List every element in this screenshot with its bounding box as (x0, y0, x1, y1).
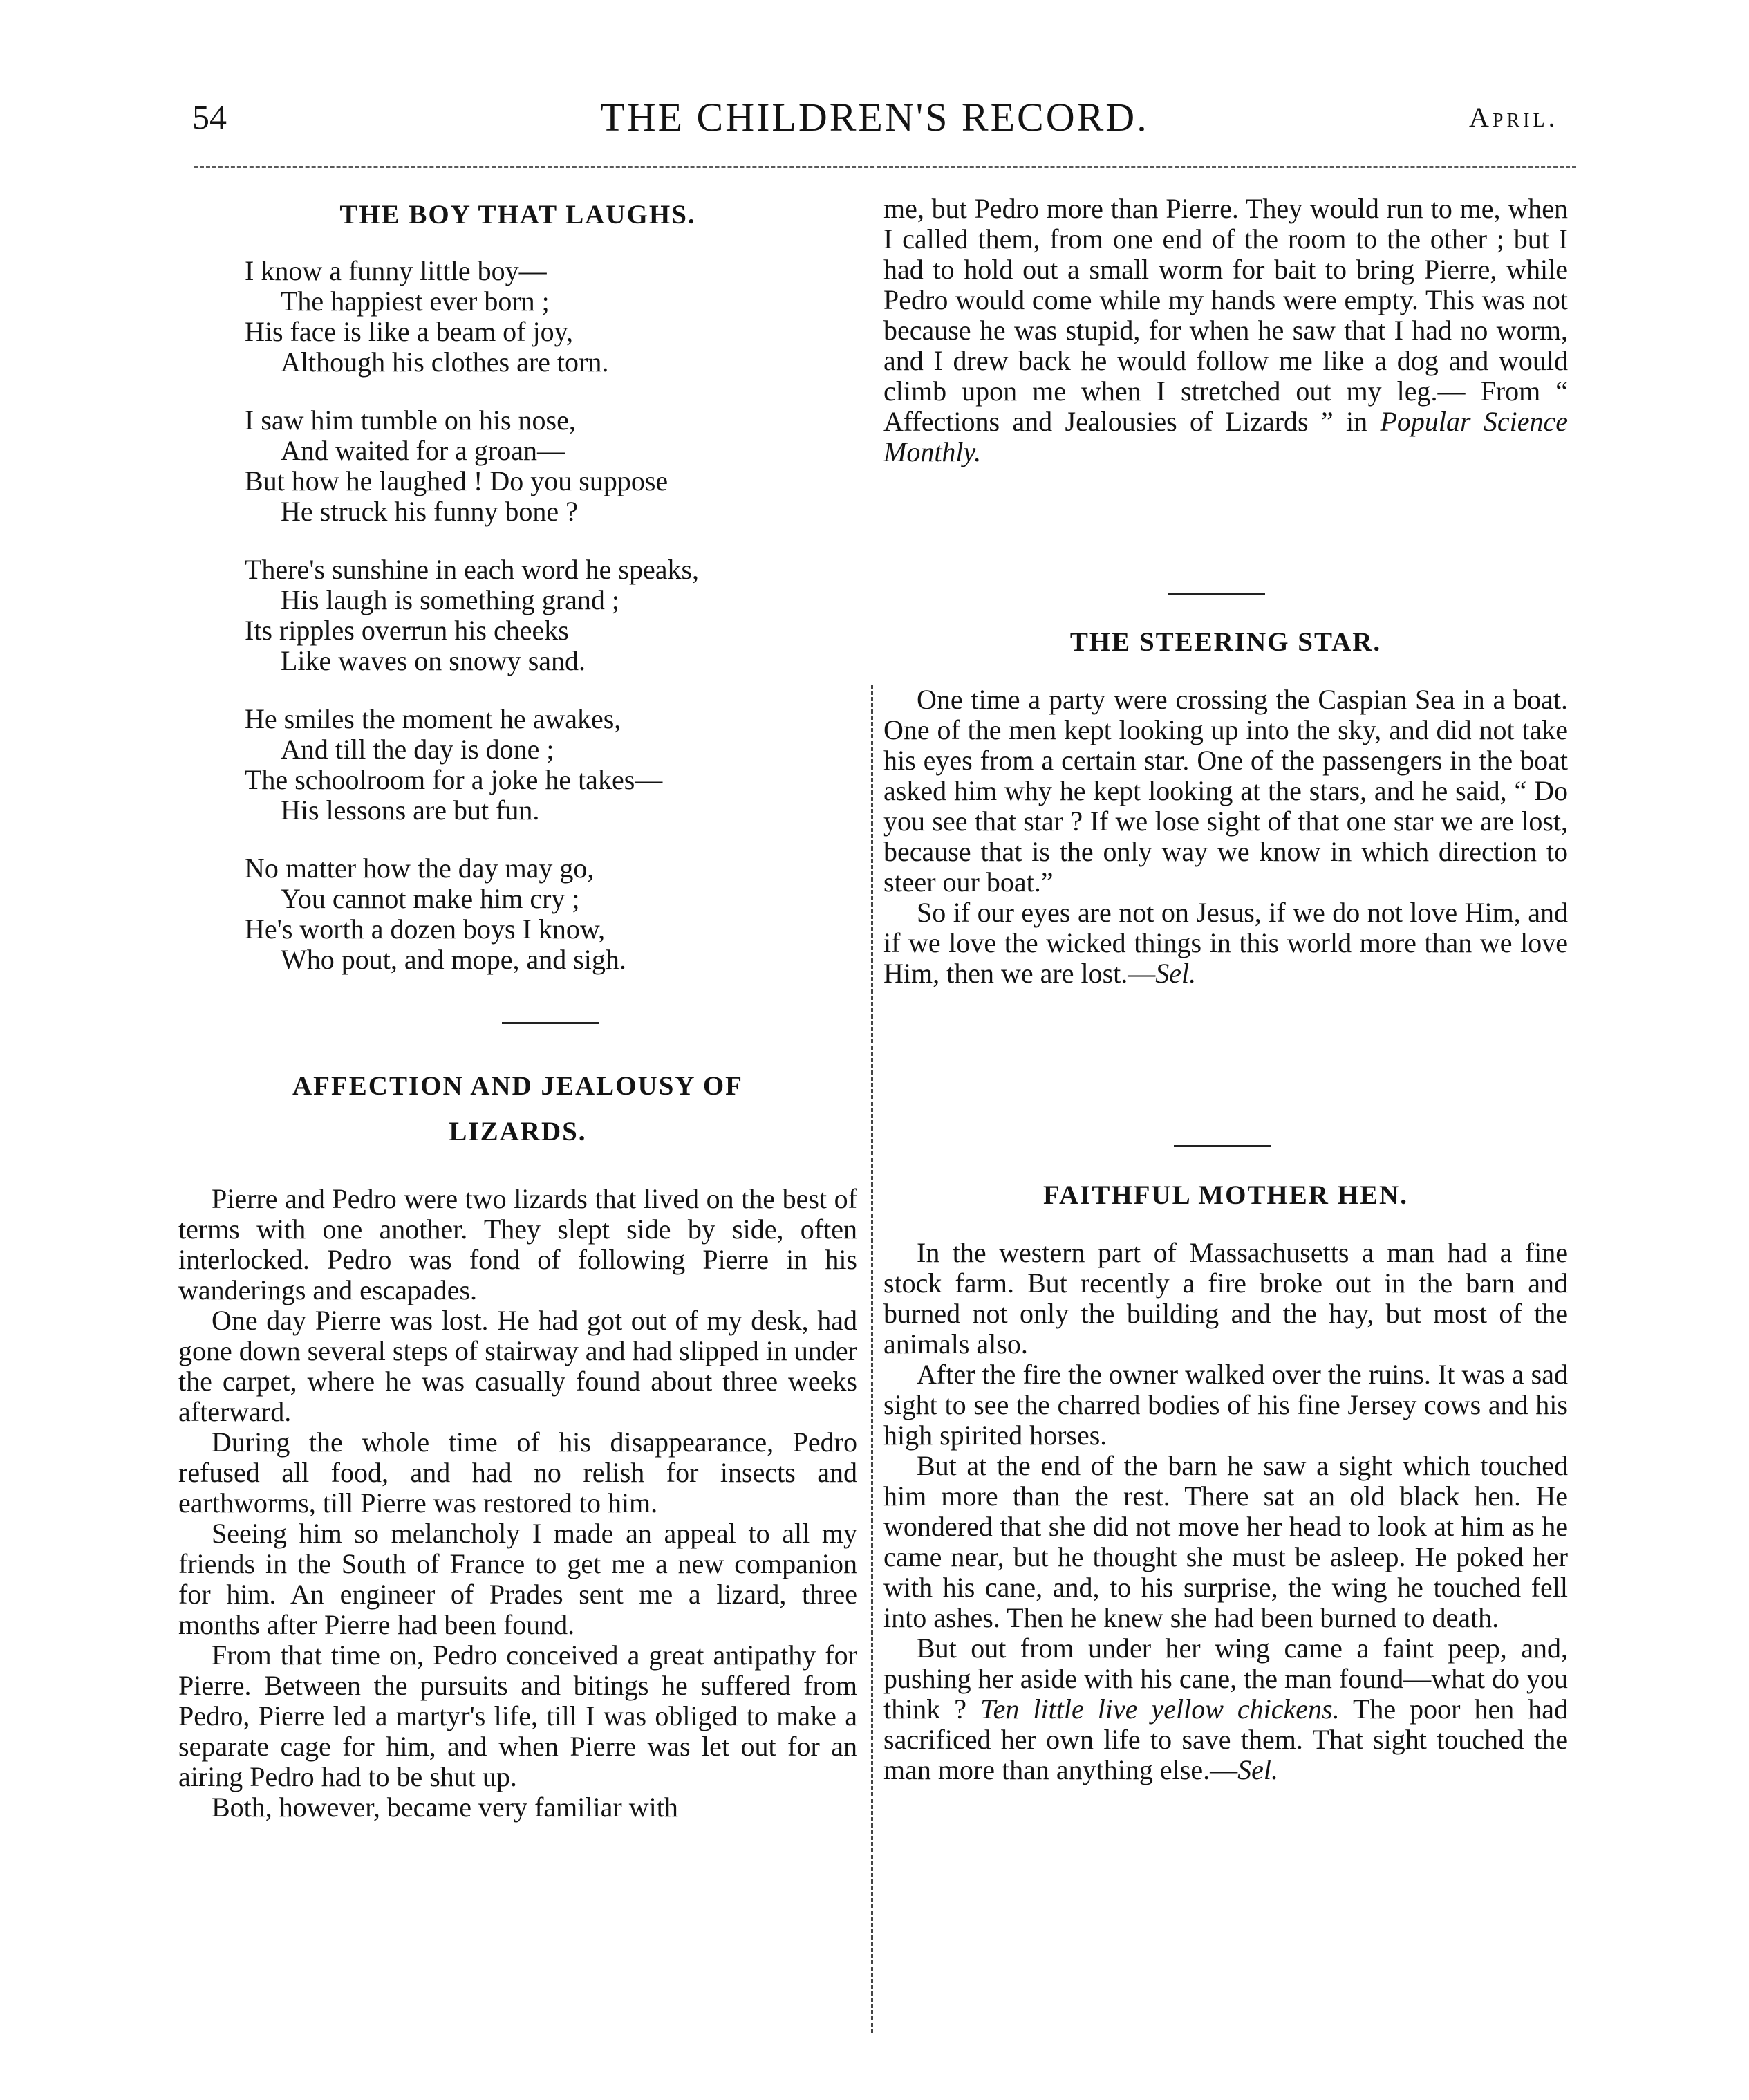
paragraph: Both, however, became very familiar with (212, 1792, 678, 1823)
article-title: THE STEERING STAR. (1069, 627, 1382, 657)
poem-line: The schoolroom for a joke he takes— (245, 764, 663, 795)
poem-stanza (245, 555, 853, 676)
mother-hen-body (883, 1238, 1568, 1785)
poem-line: His face is like a beam of joy, (245, 316, 574, 347)
paragraph (883, 898, 1568, 989)
poem-line: I saw him tumble on his nose, (245, 405, 576, 436)
poem-line: But how he laughed ! Do you suppose (245, 465, 668, 496)
paragraph-text: The poor hen had sacrificed her own life to save them. That sight touched the man more than anything else.— (883, 1693, 1569, 1785)
lizards-continued (883, 194, 1568, 467)
emphasis-text: Ten little live yellow chickens. (980, 1693, 1340, 1725)
continued-text: me, but Pedro more than Pierre. They would run to me, when I called them, from one end of the room to the other ; but I had to hold out a small worm for bait to bring Pierre, while Pedro would come while my hands were empty. This was not because he was stupid, for when he saw that I had no worm, and I drew back he would follow me like a dog and would climb upon me when I stretched out my leg.— From “ Affections and Jealousies of Lizards ” in (883, 193, 1568, 437)
poem-line: I know a funny little boy— (245, 255, 547, 286)
header-rule (194, 166, 1576, 168)
lizards-body (178, 1184, 857, 1823)
poem-stanza (245, 405, 853, 527)
poem-line: Although his clothes are torn. (281, 346, 609, 378)
paragraph: During the whole time of his disappearance, Pedro refused all food, and had no relish for insects and earthworms, till Pierre was restored to him. (178, 1427, 857, 1518)
poem-line: He struck his funny bone ? (281, 496, 578, 527)
poem-line: Who pout, and mope, and sigh. (281, 944, 626, 975)
paragraph: Seeing him so melancholy I made an appeal to all my friends in the South of France to get me a new companion for him. An engineer of Prades sent me a lizard, three months after Pierre had been found. (178, 1518, 857, 1640)
article-title-line: AFFECTION AND JEALOUSY OF (292, 1071, 744, 1101)
poem-stanza (245, 704, 853, 826)
steering-star-body (883, 685, 1568, 989)
source-citation: Sel. (1237, 1754, 1278, 1785)
poem-line: And till the day is done ; (281, 734, 554, 765)
paragraph: One time a party were crossing the Caspian Sea in a boat. One of the men kept looking up into the sky, and did not take his eyes from a certain star. One of the passengers in the boat asked him why he kept looking at the stars, and he said, “ Do you see that star ? If we lose sight of that one star we are lost, because that is the only way we know in which direction to steer our boat.” (883, 684, 1568, 898)
poem-stanza (245, 853, 853, 975)
publication-title: THE CHILDREN'S RECORD. (600, 95, 1149, 140)
paragraph: But at the end of the barn he saw a sight which touched him more than the rest. There sat an old black hen. He wondered that she did not move her head to look at him as he came near, but he thought she must be asleep. He poked her with his cane, and, to his surprise, the wing he touched fell into ashes. Then he knew she had been burned to death. (883, 1450, 1568, 1633)
steering-star-title (883, 622, 1568, 662)
boy-that-laughs-poem (245, 256, 853, 1003)
article-title: THE BOY THAT LAUGHS. (339, 200, 696, 230)
paragraph-continued (883, 194, 1568, 467)
paragraph: From that time on, Pedro conceived a great antipathy for Pierre. Between the pursuits and bitings he suffered from Pedro, Pierre led a martyr's life, till I was obliged to make a separate cage for him, and when Pierre was let out for an airing Pedro had to be shut up. (178, 1639, 857, 1792)
article-title: FAITHFUL MOTHER HEN. (1043, 1180, 1408, 1210)
paragraph: One day Pierre was lost. He had got out of my desk, had gone down several steps of stairway and had slipped in under the carpet, where he was casually found about three weeks afterward. (178, 1305, 857, 1427)
poem-line: The happiest ever born ; (281, 286, 550, 317)
paragraph-text: So if our eyes are not on Jesus, if we do not love Him, and if we love the wicked things in this world more than we love Him, then we are lost.— (883, 897, 1568, 989)
poem-line: There's sunshine in each word he speaks, (245, 554, 700, 585)
poem-line: Like waves on snowy sand. (281, 645, 586, 676)
article-title-line: LIZARDS. (449, 1117, 587, 1146)
mother-hen-title (883, 1176, 1568, 1216)
poem-line: He smiles the moment he awakes, (245, 703, 621, 734)
poem-line: No matter how the day may go, (245, 853, 595, 884)
poem-line: And waited for a groan— (281, 435, 565, 466)
lizards-title (178, 1063, 857, 1155)
column-divider (871, 685, 873, 2033)
poem-line: Its ripples overrun his cheeks (245, 615, 569, 646)
poem-line: You cannot make him cry ; (281, 883, 580, 914)
poem-line: His laugh is something grand ; (281, 584, 619, 615)
paragraph: Pierre and Pedro were two lizards that lived on the best of terms with one another. They slept side by side, often interlocked. Pedro was fond of following Pierre in his wanderings and escapades. (178, 1183, 857, 1305)
boy-that-laughs-title (178, 195, 857, 235)
page-number: 54 (192, 97, 227, 136)
paragraph: In the western part of Massachusetts a man had a fine stock farm. But recently a fire broke out in the barn and burned not only the building and the hay, but most of the animals also. (883, 1237, 1568, 1359)
poem-line: His lessons are but fun. (281, 795, 540, 826)
source-citation: Sel. (1155, 958, 1197, 989)
paragraph-text: But out from under her wing came a faint peep, and, pushing her aside with his cane, the man found—what do you think ? (883, 1633, 1568, 1725)
poem-stanza (245, 256, 853, 378)
paragraph: After the fire the owner walked over the ruins. It was a sad sight to see the charred bodies of his fine Jersey cows and his high spirited horses. (883, 1359, 1568, 1451)
poem-line: He's worth a dozen boys I know, (245, 913, 606, 945)
section-separator (502, 1022, 599, 1024)
section-separator (1174, 1145, 1271, 1147)
issue-month: April. (1469, 102, 1559, 133)
paragraph (883, 1633, 1568, 1785)
section-separator (1168, 593, 1265, 595)
source-citation: Popular Science Monthly. (883, 406, 1568, 467)
